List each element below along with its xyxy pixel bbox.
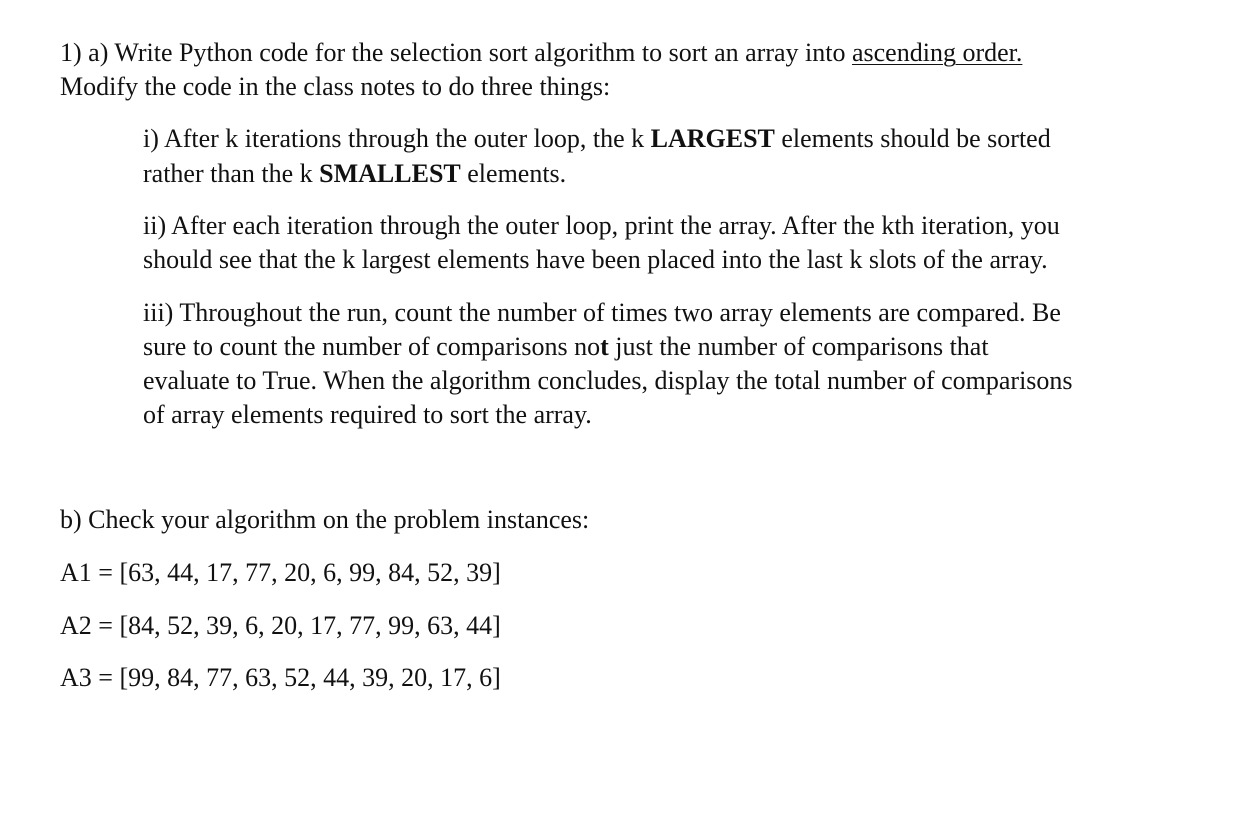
largest-bold: LARGEST (650, 124, 775, 153)
array-a2: A2 = [84, 52, 39, 6, 20, 17, 77, 99, 63, 44] (60, 611, 501, 640)
item-i-line-1 (143, 122, 1051, 156)
question-a-line-2: Modify the code in the class notes to do three things: (60, 72, 611, 101)
question-a-line-1 (60, 36, 1022, 70)
item-ii-line-2: should see that the k largest elements have been placed into the last k slots of the array. (143, 245, 1048, 274)
item-iii-line-2 (143, 330, 989, 364)
item-iii-text: sure to count the number of comparisons no (143, 332, 601, 361)
ascending-order-underlined: ascending order. (851, 38, 1023, 67)
item-i-text: rather than the k (143, 159, 313, 188)
not-bold-t: t (600, 332, 609, 361)
item-iii-line-4: of array elements required to sort the array. (143, 400, 592, 429)
item-i-text: elements. (467, 159, 567, 188)
item-ii-line-1: ii) After each iteration through the outer loop, print the array. After the kth iteration, you (143, 211, 1060, 240)
item-i-text: i) After k iterations through the outer loop, the k (143, 124, 645, 153)
question-a-lead-text: 1) a) Write Python code for the selection sort algorithm to sort an array into (60, 38, 846, 67)
question-b-heading: b) Check your algorithm on the problem instances: (60, 505, 590, 534)
array-a1: A1 = [63, 44, 17, 77, 20, 6, 99, 84, 52, 39] (60, 558, 501, 587)
item-iii-line-3: evaluate to True. When the algorithm concludes, display the total number of comparisons (143, 366, 1073, 395)
item-iii-line-1: iii) Throughout the run, count the number of times two array elements are compared. Be (143, 298, 1061, 327)
item-i-text: elements should be sorted (781, 124, 1051, 153)
smallest-bold: SMALLEST (319, 159, 461, 188)
item-i-line-2 (143, 157, 566, 191)
item-iii-text: just the number of comparisons that (615, 332, 989, 361)
array-a3: A3 = [99, 84, 77, 63, 52, 44, 39, 20, 17, 6] (60, 663, 501, 692)
